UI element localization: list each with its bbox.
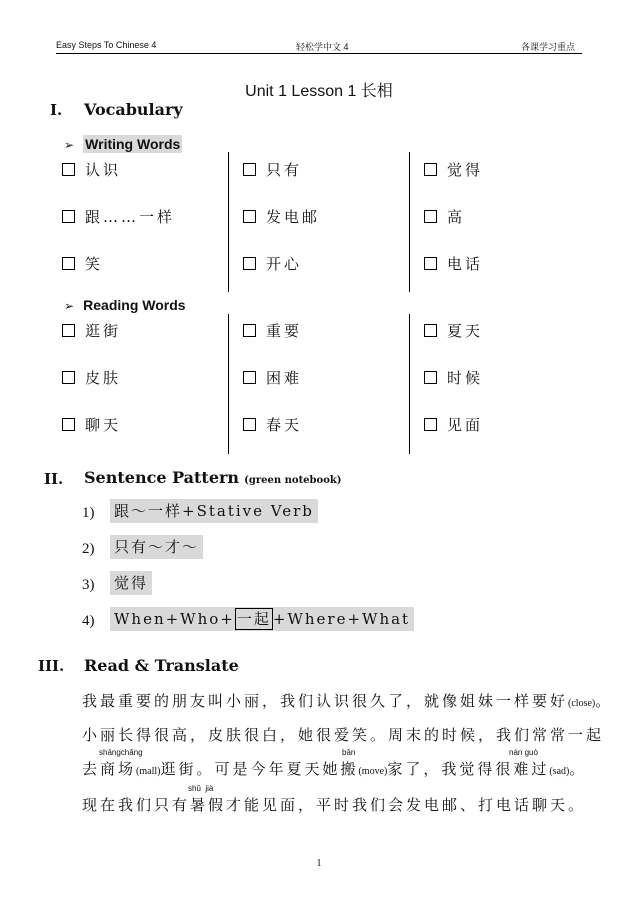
vocab-item[interactable]: 只有 (243, 159, 302, 180)
checkbox[interactable] (243, 371, 256, 384)
vocab-item[interactable]: 发电邮 (243, 206, 320, 227)
boxed-word: 一起 (236, 610, 271, 628)
section1-heading: Vocabulary (84, 100, 183, 119)
section3-heading: Read & Translate (84, 656, 239, 675)
section3-number: III. (38, 657, 65, 675)
section2-note: (green notebook) (244, 475, 342, 486)
vocab-item[interactable]: 聊天 (62, 414, 121, 435)
header-right: 各课学习重点 (521, 42, 576, 52)
vocab-item[interactable]: 认识 (62, 159, 121, 180)
pattern-number: 3) (82, 577, 95, 593)
checkbox[interactable] (424, 210, 437, 223)
checkbox[interactable] (424, 257, 437, 270)
page-number: 1 (316, 858, 322, 869)
vocab-item[interactable]: 开心 (243, 253, 302, 274)
checkbox[interactable] (62, 257, 75, 270)
vocab-item[interactable]: 跟……一样 (62, 206, 175, 227)
arrow-bullet-icon: ➢ (64, 299, 75, 313)
checkbox[interactable] (62, 210, 75, 223)
page-title: Unit 1 Lesson 1 长相 (245, 83, 393, 100)
arrow-bullet-icon: ➢ (64, 138, 75, 152)
header-left: Easy Steps To Chinese 4 (56, 40, 157, 50)
vocab-item[interactable]: 皮肤 (62, 367, 121, 388)
vocab-item[interactable]: 电话 (424, 253, 483, 274)
vocab-item[interactable]: 春天 (243, 414, 302, 435)
vocab-item[interactable]: 夏天 (424, 320, 483, 341)
section1-number: I. (50, 101, 63, 119)
writing-words-heading: ➢ Writing Words (64, 136, 181, 152)
pinyin-annotation: shǔ jià (188, 784, 214, 793)
checkbox[interactable] (424, 371, 437, 384)
pattern-number: 4) (82, 613, 95, 629)
pinyin-annotation: bān (342, 748, 356, 757)
pinyin-annotation: nán guò (509, 748, 538, 757)
checkbox[interactable] (62, 324, 75, 337)
checkbox[interactable] (243, 210, 256, 223)
pattern-item: When+Who+ 一起 +Where+What (110, 608, 414, 629)
vocab-item[interactable]: 高 (424, 206, 465, 227)
pattern-number: 1) (82, 505, 95, 521)
column-divider (409, 314, 410, 454)
checkbox[interactable] (243, 257, 256, 270)
column-divider (228, 152, 229, 292)
pattern-item: 觉得 (110, 572, 152, 593)
vocab-item[interactable]: 见面 (424, 414, 483, 435)
checkbox[interactable] (424, 163, 437, 176)
checkbox[interactable] (424, 324, 437, 337)
column-divider (228, 314, 229, 454)
checkbox[interactable] (62, 418, 75, 431)
checkbox[interactable] (243, 324, 256, 337)
paragraph-line: 我最重要的朋友叫小丽，我们认识很久了，就像姐妹一样要好(close)。 (82, 692, 614, 710)
paragraph-line: 现在我们只有暑假才能见面，平时我们会发电邮、打电话聊天。 (82, 796, 587, 814)
checkbox[interactable] (62, 371, 75, 384)
paragraph-line: 去商场(mall)逛街。可是今年夏天她搬(move)家了，我觉得很难过(sad)。 (82, 760, 588, 778)
vocab-item[interactable]: 笑 (62, 253, 103, 274)
pinyin-annotation: shāngchǎng (99, 748, 143, 757)
column-divider (409, 152, 410, 292)
header-rule (56, 53, 582, 54)
vocab-item[interactable]: 困难 (243, 367, 302, 388)
vocab-item[interactable]: 重要 (243, 320, 302, 341)
pattern-item: 只有～才～ (110, 536, 203, 557)
header-center: 轻松学中文 4 (296, 42, 349, 52)
checkbox[interactable] (243, 163, 256, 176)
vocab-item[interactable]: 时候 (424, 367, 483, 388)
pattern-item: 跟～一样+Stative Verb (110, 500, 318, 521)
vocab-item[interactable]: 觉得 (424, 159, 483, 180)
checkbox[interactable] (62, 163, 75, 176)
paragraph-line: 小丽长得很高，皮肤很白，她很爱笑。周末的时候，我们常常一起 (82, 726, 605, 744)
checkbox[interactable] (243, 418, 256, 431)
reading-words-heading: ➢ Reading Words (64, 297, 186, 313)
section2-number: II. (44, 470, 64, 488)
vocab-item[interactable]: 逛街 (62, 320, 121, 341)
section2-heading: Sentence Pattern (green notebook) (84, 468, 342, 487)
checkbox[interactable] (424, 418, 437, 431)
pattern-number: 2) (82, 541, 95, 557)
